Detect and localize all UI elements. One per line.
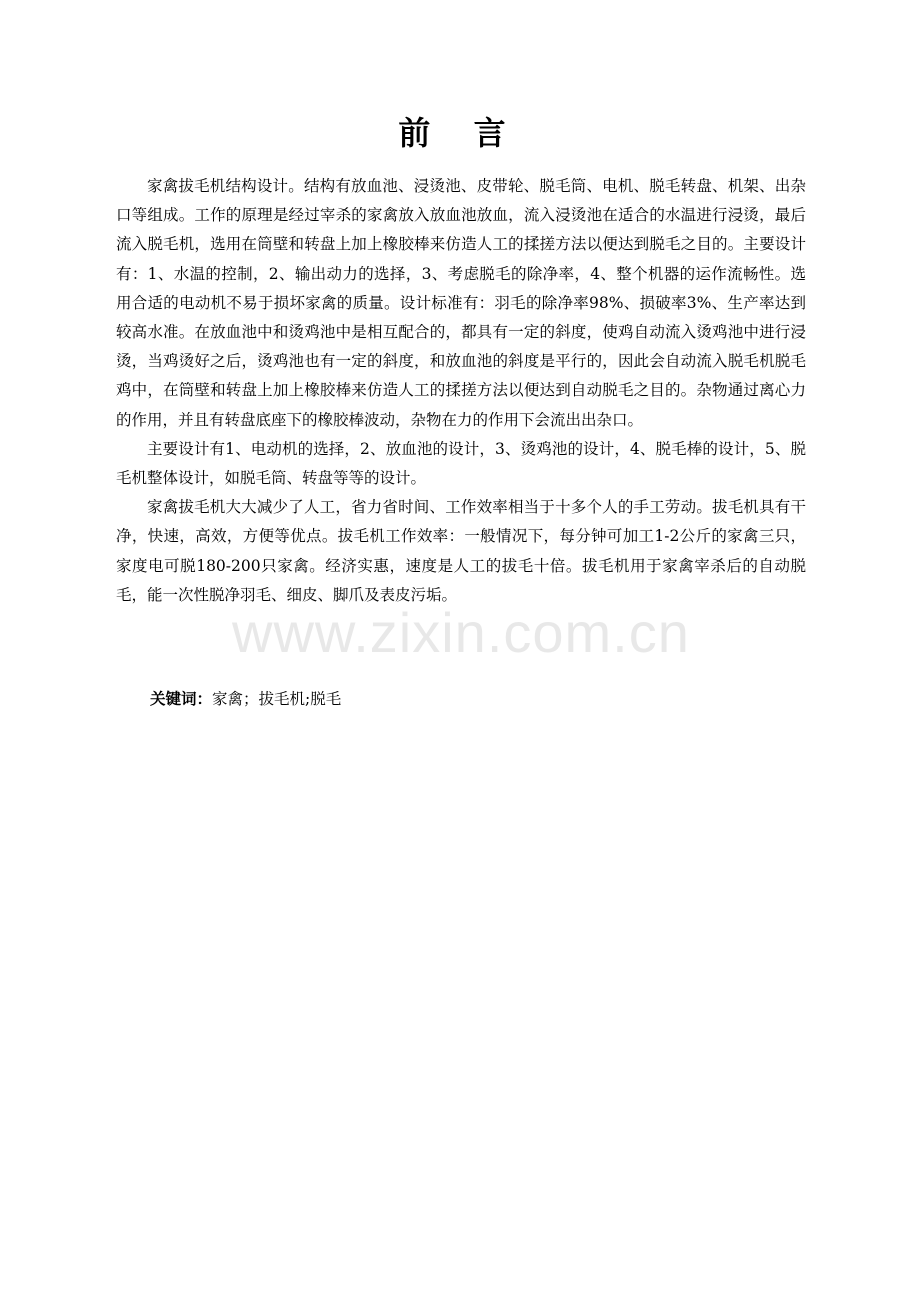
paragraph-advantages: 家禽拔毛机大大减少了人工，省力省时间、工作效率相当于十多个人的手工劳动。拔毛机具有干净，快速，高效，方便等优点。拔毛机工作效率：一般情况下，每分钟可加工1-2公斤的家禽三只，家度电可脱180-200只家禽。经济实惠，速度是人工的拔毛十倍。拔毛机用于家禽宰杀后的自动脱毛，能一次性脱净羽毛、细皮、脚爪及表皮污垢。 (116, 498, 806, 604)
keywords-value: 家禽；拔毛机;脱毛 (212, 690, 342, 708)
keywords-label: 关键词： (150, 690, 213, 708)
watermark: www.zixin.com.cn (232, 601, 690, 664)
paragraph-intro: 家禽拔毛机结构设计。结构有放血池、浸烫池、皮带轮、脱毛筒、电机、脱毛转盘、机架、出杂口等组成。工作的原理是经过宰杀的家禽放入放血池放血，流入浸烫池在适合的水温进行浸烫，最后流入脱毛机，选用在筒壁和转盘上加上橡胶棒来仿造人工的揉搓方法以便达到脱毛之目的。主要设计有：1、水温的控制，2、输出动力的选择，3、考虑脱毛的除净率，4、整个机器的运作流畅性。选用合适的电动机不易于损坏家禽的质量。设计标准有：羽毛的除净率98%、损破率3%、生产率达到较高水准。在放血池中和烫鸡池中是相互配合的，都具有一定的斜度，使鸡自动流入烫鸡池中进行浸烫，当鸡烫好之后，烫鸡池也有一定的斜度，和放血池的斜度是平行的，因此会自动流入脱毛机脱毛鸡中，在筒壁和转盘上加上橡胶棒来仿造人工的揉搓方法以便达到自动脱毛之目的。杂物通过离心力的作用，并且有转盘底座下的橡胶棒波动，杂物在力的作用下会流出出杂口。 (116, 177, 806, 429)
page-title: 前 言 (398, 114, 522, 152)
keywords-line (150, 686, 341, 712)
paragraph-design-items: 主要设计有1、电动机的选择，2、放血池的设计，3、烫鸡池的设计，4、脱毛棒的设计，5、脱毛机整体设计，如脱毛筒、转盘等等的设计。 (116, 439, 806, 488)
body-text (116, 172, 806, 610)
